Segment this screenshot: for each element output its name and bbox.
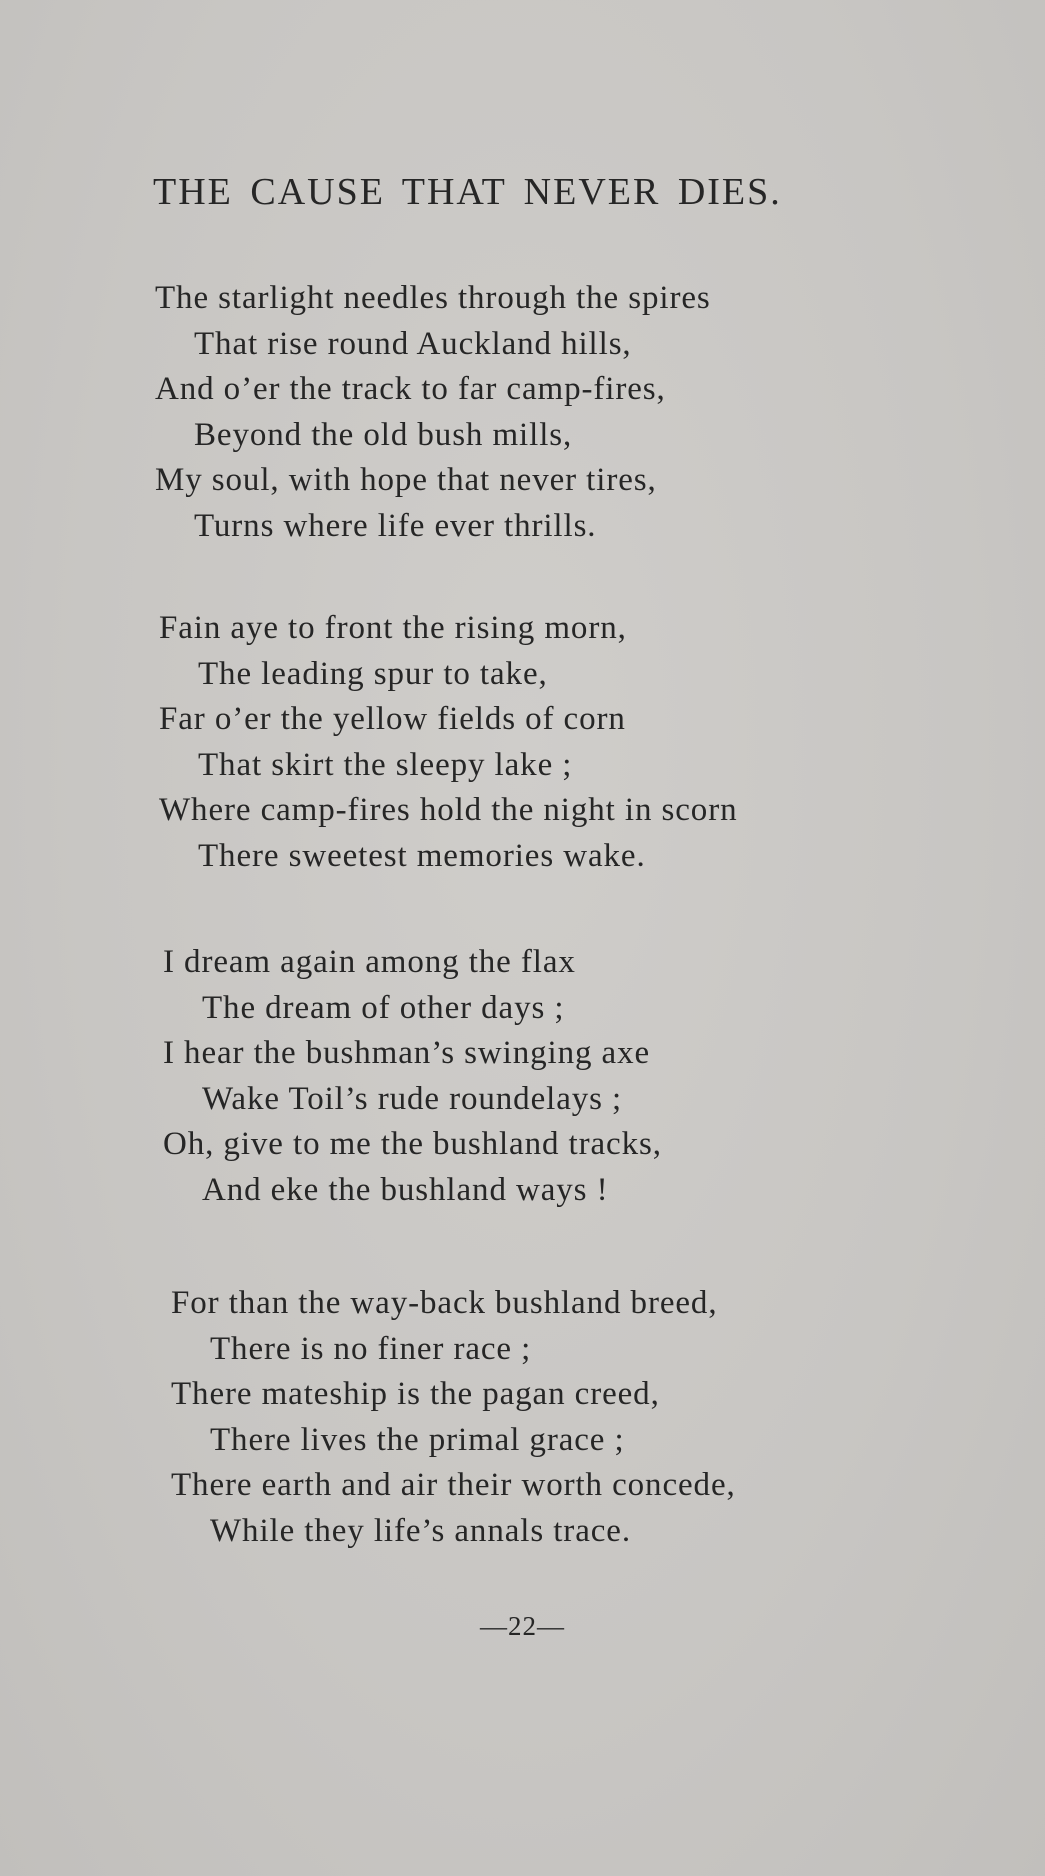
poem-line: And o’er the track to far camp-fires, bbox=[155, 371, 666, 408]
poem-title: THE CAUSE THAT NEVER DIES. bbox=[153, 171, 782, 213]
poem-line: Where camp-fires hold the night in scorn bbox=[159, 792, 738, 829]
poem-line: Wake Toil’s rude roundelays ; bbox=[202, 1080, 623, 1117]
poem-line: The leading spur to take, bbox=[198, 655, 548, 692]
poem-line: That rise round Auckland hills, bbox=[194, 325, 632, 362]
poem-line: Beyond the old bush mills, bbox=[194, 416, 573, 453]
poem-line: That skirt the sleepy lake ; bbox=[198, 746, 573, 783]
stanza-3 bbox=[163, 940, 662, 1214]
poem-line: Far o’er the yellow fields of corn bbox=[159, 701, 626, 738]
poem-line: Oh, give to me the bushland tracks, bbox=[163, 1126, 662, 1163]
poem-line: The dream of other days ; bbox=[202, 989, 565, 1026]
poem-line: There sweetest memories wake. bbox=[198, 837, 646, 874]
stanza-2 bbox=[159, 606, 738, 880]
poem-line: I hear the bushman’s swinging axe bbox=[163, 1035, 651, 1072]
poem-line: For than the way-back bushland breed, bbox=[171, 1285, 718, 1321]
poem-line: My soul, with hope that never tires, bbox=[155, 462, 657, 499]
page-number: —22— bbox=[480, 1611, 565, 1641]
poem-line: Fain aye to front the rising morn, bbox=[159, 610, 627, 646]
poem-line: The starlight needles through the spires bbox=[155, 280, 711, 316]
stanza-4 bbox=[171, 1281, 736, 1555]
poem-line: There lives the primal grace ; bbox=[210, 1421, 625, 1458]
poem-line: And eke the bushland ways ! bbox=[202, 1171, 609, 1208]
poem-line: There mateship is the pagan creed, bbox=[171, 1376, 660, 1413]
poem-line: Turns where life ever thrills. bbox=[194, 507, 597, 544]
poem-line: There earth and air their worth concede, bbox=[171, 1467, 736, 1504]
poem-line: I dream again among the flax bbox=[163, 944, 576, 980]
poem-line: While they life’s annals trace. bbox=[210, 1512, 631, 1549]
stanza-1 bbox=[155, 276, 711, 550]
poem-line: There is no finer race ; bbox=[210, 1330, 532, 1367]
